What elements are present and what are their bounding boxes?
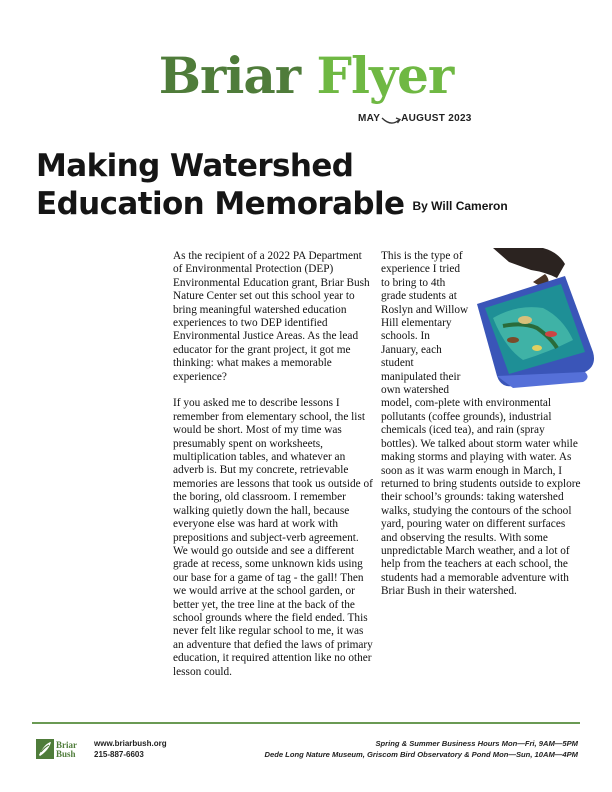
- briar-bush-leaf-logo: [36, 738, 86, 760]
- headline-line-2-text: Education Memorable: [36, 186, 405, 222]
- headline-line-1: Making Watershed: [36, 148, 354, 184]
- paragraph-2: If you asked me to describe lessons I remember from elementary school, the list would be short. Most of my time was presumably spent on worksheets, multiplication tables, and whatever an adverb is. But my concrete, retrievable memories are lessons that took us outside of the boring, old classroom. I remember walking quietly down the hall, because everyone else was hard at work with prepositions and subject-verb agreement. We would go outside and see a different grade at recess, some unknown kids using our base for a game of tag - the gall! Then we would arrive at the school garden, or better yet, the tree line at the back of the school grounds where the field ended. This never felt like regular school to me, it was an adventure that defied the laws of primary education, it required attention like no other lesson could.: [173, 397, 373, 678]
- logo-word-bush: Bush: [56, 749, 76, 759]
- headline-line-2: [36, 185, 508, 225]
- article-column-2: [381, 250, 581, 612]
- museum-hours: Dede Long Nature Museum, Griscom Bird Observatory & Pond Mon—Sun, 10AM—4PM: [264, 750, 578, 759]
- date-start: MAY: [358, 113, 381, 124]
- date-end: AUGUST 2023: [401, 113, 472, 124]
- website-link[interactable]: www.briarbush.org: [94, 739, 167, 748]
- phone-number: 215-887-6603: [94, 750, 144, 759]
- title-word-flyer: Flyer: [316, 46, 454, 105]
- issue-dateline: [358, 113, 472, 124]
- article-column-1: [173, 250, 373, 692]
- paragraph-1: As the recipient of a 2022 PA Department of Environmental Protection (DEP) Environmental Education grant, Briar Bush Nature Center set out this school year to bring meaningful watershed education experiences to two DEP identified Environmental Justice Areas. As the lead educator for the grant project, it got me thinking: what makes a memorable experience?: [173, 250, 370, 383]
- title-word-briar: Briar: [158, 46, 301, 105]
- paragraph-3: This is the type of experience I tried to bring to 4th grade students at Roslyn and Willow Hill elementary schools. In January, each student manipulated their own watershed model, com-plete with environmental pollutants (coffee grounds), industrial chemicals (iced tea), and rain (spray bottles). We talked about storm water while making storms and playing with water. As soon as it was warm enough in March, I returned to bring students outside to explore their school’s grounds: taking watershed walks, studying the contours of the school yard, pouring water on different surfaces and observing the results. With some unpredictable March weather, and a lot of help from the teachers at each school, the students had a memorable adventure with Briar Bush in their watershed.: [381, 250, 581, 598]
- logo-word-briar: Briar: [56, 740, 77, 750]
- masthead: [0, 48, 612, 104]
- byline: By Will Cameron: [412, 199, 508, 213]
- article-headline: [36, 147, 508, 225]
- footer-contact: [94, 738, 167, 760]
- footer-hours: [265, 738, 579, 760]
- footer-divider: [32, 722, 580, 724]
- watershed-model-photo: [473, 248, 595, 388]
- curved-arrow-icon: [380, 116, 402, 126]
- business-hours: Spring & Summer Business Hours Mon—Fri, 9AM—5PM: [375, 739, 578, 748]
- newsletter-title: [0, 48, 612, 104]
